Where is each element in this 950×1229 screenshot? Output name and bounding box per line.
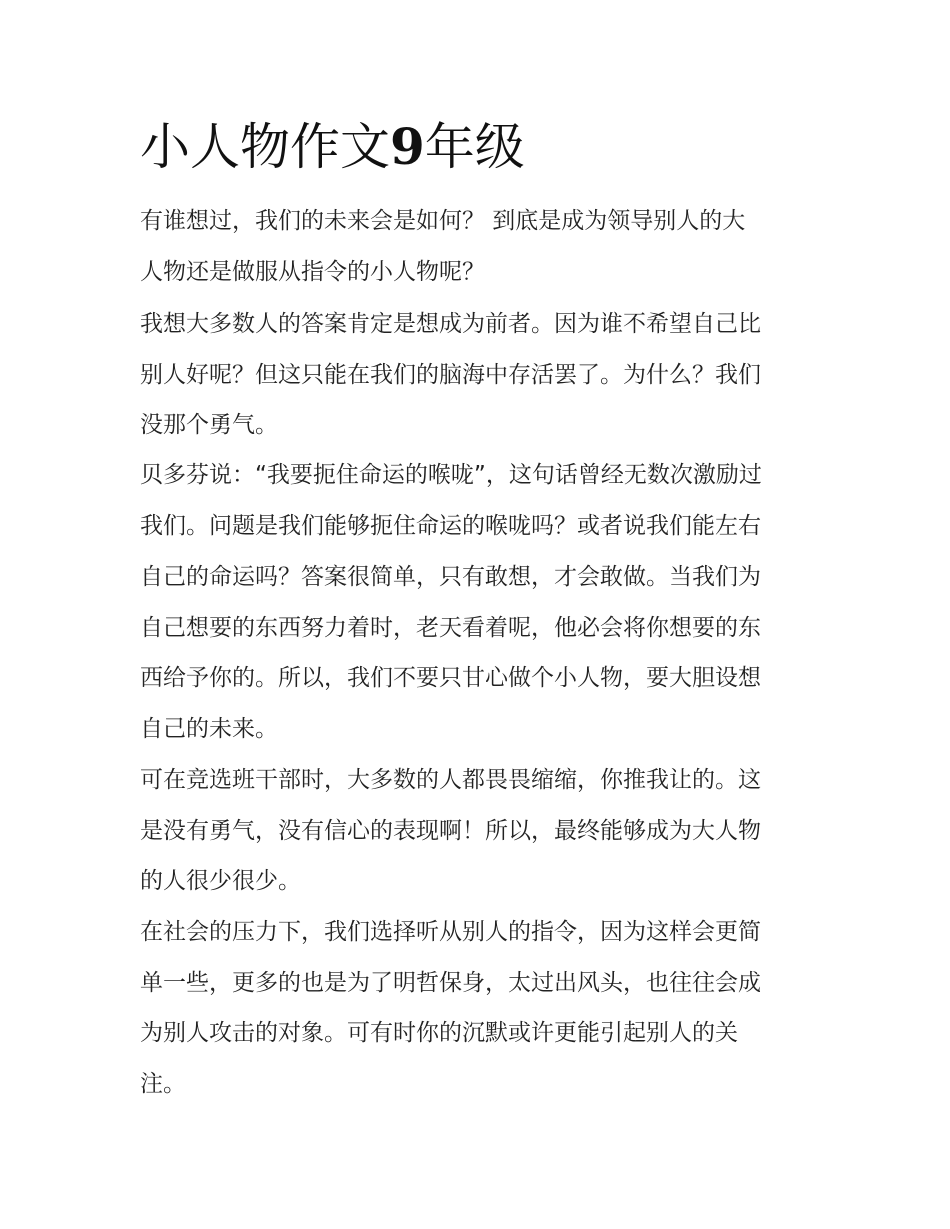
document-title bbox=[140, 116, 525, 178]
title-main: 小人物作文 bbox=[140, 118, 390, 176]
text-line: 我们。问题是我们能够扼住命运的喉咙吗？或者说我们能左右 bbox=[140, 513, 761, 539]
text-line: 别人好呢？但这只能在我们的脑海中存活罢了。为什么？我们 bbox=[140, 362, 761, 388]
text-line: 人物还是做服从指令的小人物呢？ bbox=[140, 259, 485, 285]
text-line: 有谁想过，我们的未来会是如何？ 到底是成为领导别人的大 bbox=[140, 208, 746, 234]
text-line: 自己的未来。 bbox=[140, 716, 278, 742]
text-line: 可在竞选班干部时，大多数的人都畏畏缩缩，你推我让的。这 bbox=[140, 767, 761, 793]
text-line: 在社会的压力下，我们选择听从别人的指令，因为这样会更简 bbox=[140, 919, 761, 945]
title-suffix: 年级 bbox=[424, 118, 525, 176]
text-line: 单一些，更多的也是为了明哲保身，太过出风头，也往往会成 bbox=[140, 970, 761, 996]
text-line: 贝多芬说：“我要扼住命运的喉咙”，这句话曾经无数次激励过 bbox=[140, 462, 762, 488]
text-line: 为别人攻击的对象。可有时你的沉默或许更能引起别人的关 bbox=[140, 1020, 738, 1046]
text-line: 是没有勇气，没有信心的表现啊！所以，最终能够成为大人物 bbox=[140, 818, 761, 844]
text-line: 注。 bbox=[140, 1071, 186, 1097]
text-line: 自己想要的东西努力着时，老天看着呢，他必会将你想要的东 bbox=[140, 615, 761, 641]
text-line: 的人很少很少。 bbox=[140, 868, 301, 894]
text-line: 西给予你的。所以，我们不要只甘心做个小人物，要大胆设想 bbox=[140, 665, 761, 691]
title-number: 9 bbox=[390, 117, 425, 176]
text-line: 没那个勇气。 bbox=[140, 412, 278, 438]
text-line: 我想大多数人的答案肯定是想成为前者。因为谁不希望自己比 bbox=[140, 311, 761, 337]
text-line: 自己的命运吗？答案很简单，只有敢想，才会敢做。当我们为 bbox=[140, 564, 761, 590]
